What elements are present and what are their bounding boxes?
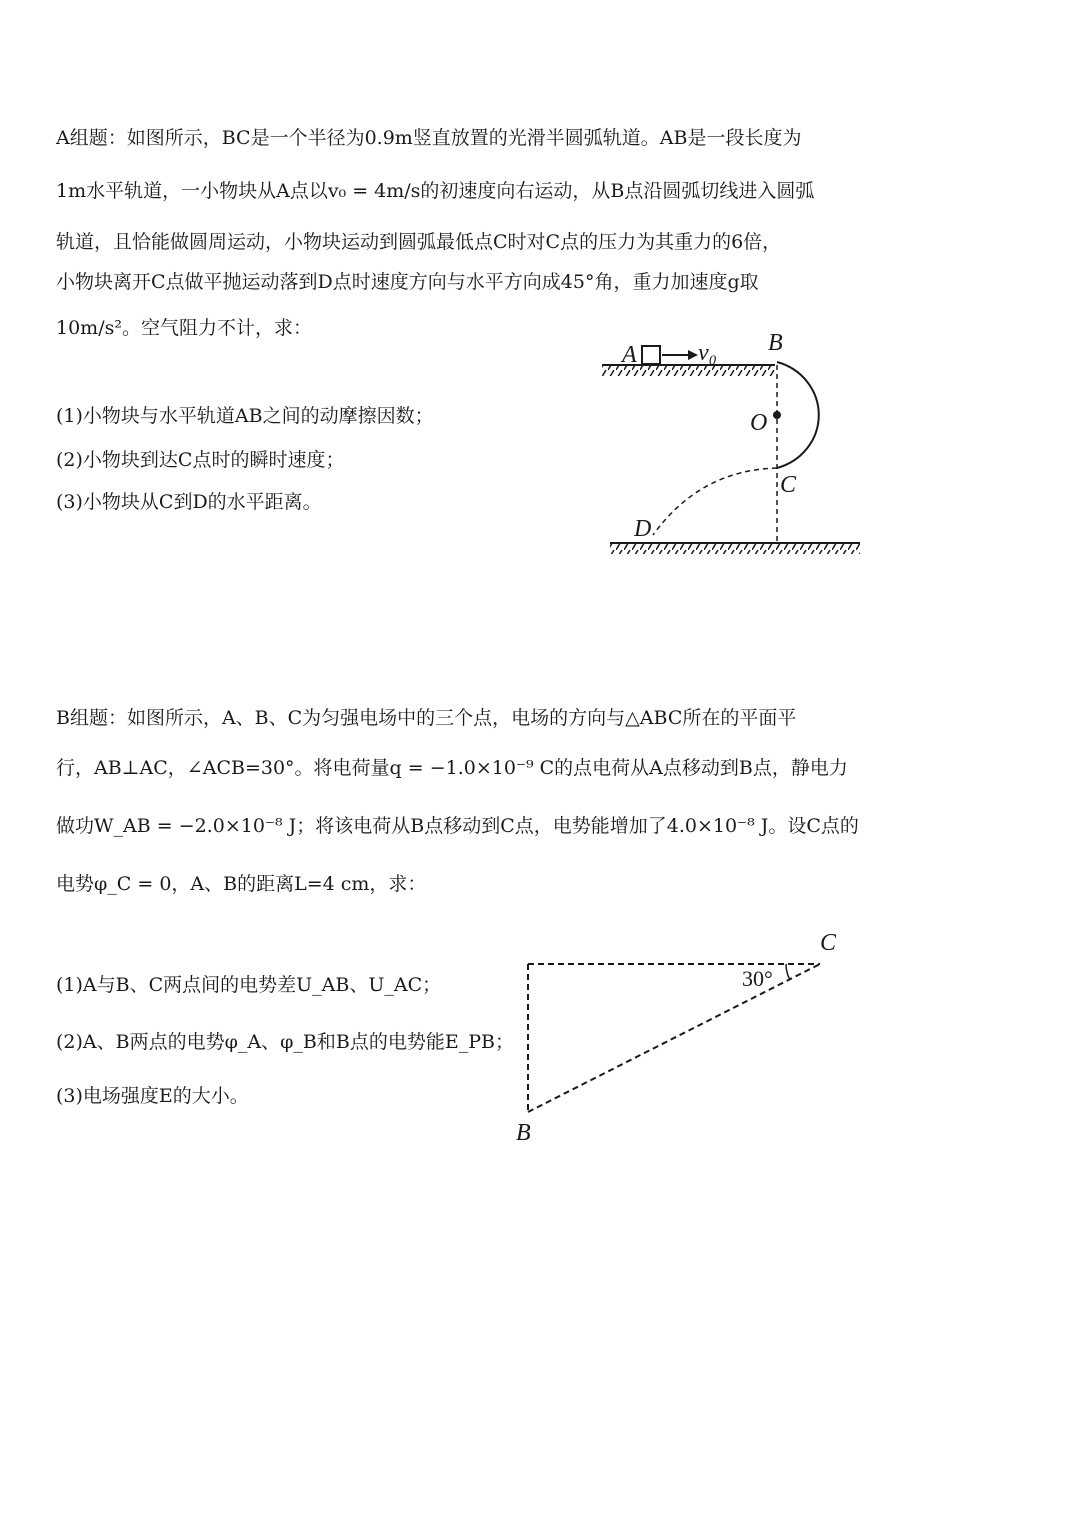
- problem-b-line-2: 行，AB⊥AC，∠ACB=30°。将电荷量q = −1.0×10⁻⁹ C的点电荷从A点移动到B点，静电力: [56, 757, 848, 779]
- label-d: D: [634, 516, 652, 542]
- label-c-b: C: [820, 930, 837, 956]
- side-bc: [528, 964, 820, 1112]
- problem-a-line-3: 轨道，且恰能做圆周运动，小物块运动到圆弧最低点C时对C点的压力为其重力的6倍，: [56, 231, 782, 253]
- problem-b-line-4: 电势φ_C = 0，A、B的距离L=4 cm，求：: [56, 873, 427, 895]
- label-v0: v₀: [698, 340, 717, 366]
- trajectory-c-to-d: [653, 468, 777, 535]
- label-c: C: [780, 472, 797, 498]
- problem-a-question-2: (2)小物块到达C点时的瞬时速度；: [56, 449, 345, 471]
- label-o: O: [750, 410, 768, 436]
- label-b: B: [768, 330, 783, 356]
- angle-arc: [786, 964, 790, 980]
- label-a: A: [622, 342, 637, 368]
- problem-b-figure: [516, 930, 837, 1146]
- problem-b-question-3: (3)电场强度E的大小。: [56, 1085, 249, 1107]
- problem-a-question-3: (3)小物块从C到D的水平距离。: [56, 491, 322, 513]
- semicircle-track: [777, 362, 819, 468]
- problem-b-line-3: 做功W_AB = −2.0×10⁻⁸ J；将该电荷从B点移动到C点，电势能增加了4.0×10⁻⁸ J。设C点的: [56, 815, 859, 837]
- velocity-arrowhead: [688, 350, 698, 360]
- problem-b-question-2: (2)A、B两点的电势φ_A、φ_B和B点的电势能E_PB；: [56, 1031, 514, 1053]
- label-b-b: B: [516, 1120, 531, 1146]
- problem-a-question-1: (1)小物块与水平轨道AB之间的动摩擦因数；: [56, 405, 434, 427]
- problem-b-line-1: B组题：如图所示，A、B、C为匀强电场中的三个点，电场的方向与△ABC所在的平面平: [56, 707, 797, 729]
- angle-label: 30°: [742, 966, 773, 991]
- problem-a-line-5: 10m/s²。空气阻力不计，求：: [56, 317, 312, 339]
- block: [642, 346, 660, 364]
- problem-a-line-2: 1m水平轨道，一小物块从A点以v₀ = 4m/s的初速度向右运动，从B点沿圆弧切线进入圆弧: [56, 180, 815, 202]
- problem-a-line-4: 小物块离开C点做平抛运动落到D点时速度方向与水平方向成45°角，重力加速度g取: [56, 271, 759, 293]
- problem-b-question-1: (1)A与B、C两点间的电势差U_AB、U_AC；: [56, 974, 442, 996]
- ground-hatch: [610, 544, 860, 554]
- problem-a-line-1: A组题：如图所示，BC是一个半径为0.9m竖直放置的光滑半圆弧轨道。AB是一段长度为: [56, 127, 802, 149]
